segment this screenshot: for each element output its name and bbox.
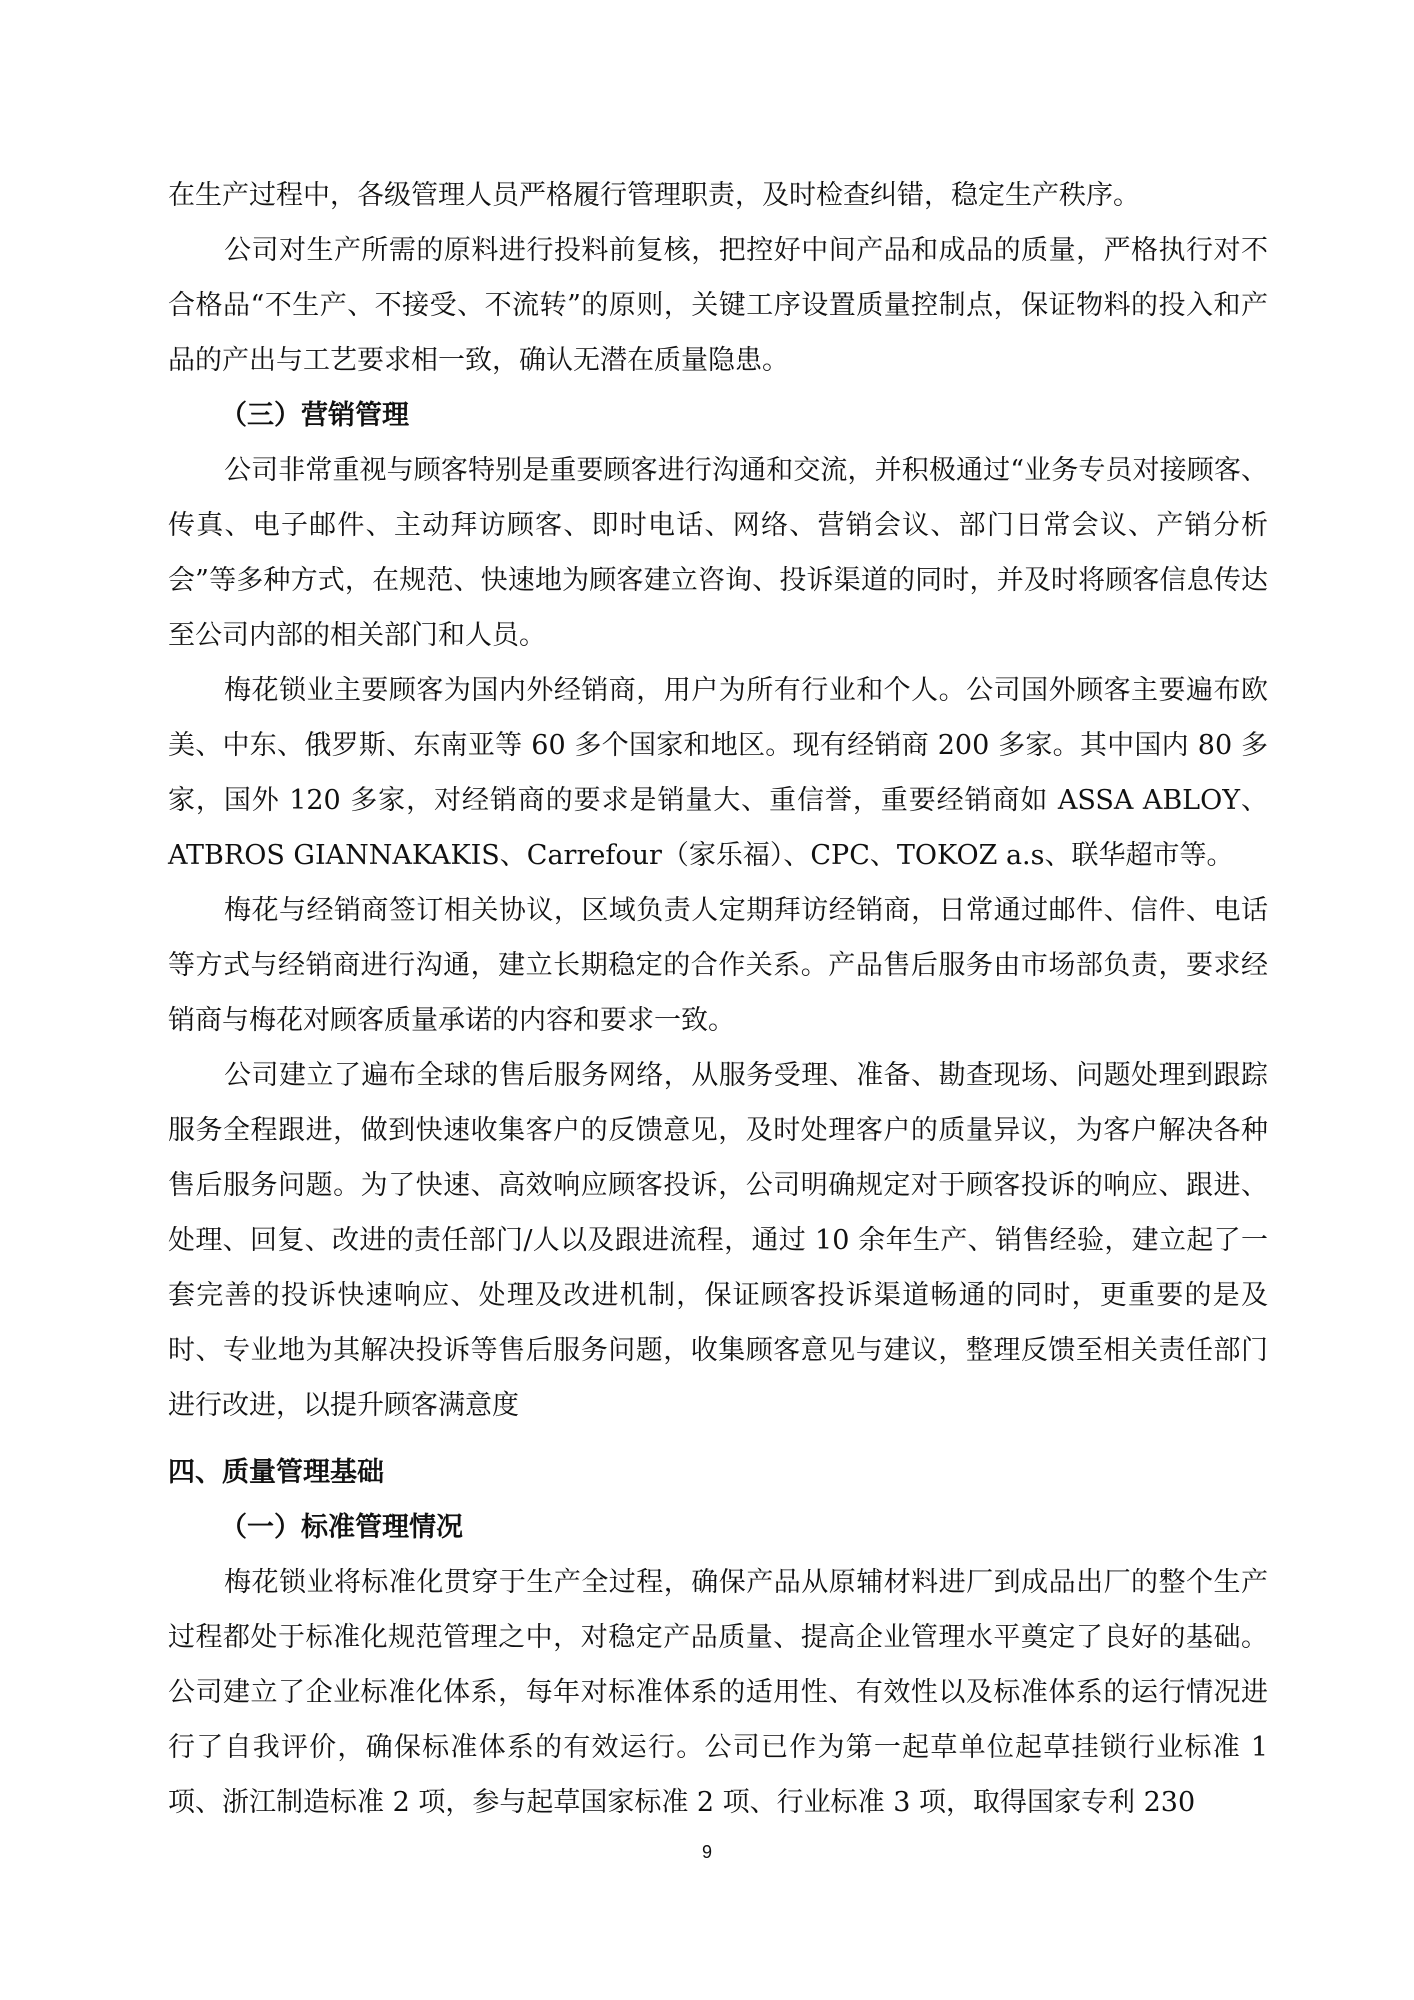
paragraph-customer-communication: 公司非常重视与顾客特别是重要顾客进行沟通和交流，并积极通过“业务专员对接顾客、传真、电子邮件、主动拜访顾客、即时电话、网络、营销会议、部门日常会议、产销分析会”等多种方式，在规范、快速地为顾客建立咨询、投诉渠道的同时，并及时将顾客信息传达至公司内部的相关部门和人员。 <box>168 455 1268 651</box>
paragraph-dealer-agreement: 梅花与经销商签订相关协议，区域负责人定期拜访经销商，日常通过邮件、信件、电话等方式与经销商进行沟通，建立长期稳定的合作关系。产品售后服务由市场部负责，要求经销商与梅花对顾客质量承诺的内容和要求一致。 <box>168 895 1268 1036</box>
document-body <box>168 168 1268 1830</box>
paragraph-standardization: 梅花锁业将标准化贯穿于生产全过程，确保产品从原辅材料进厂到成品出厂的整个生产过程都处于标准化规范管理之中，对稳定产品质量、提高企业管理水平奠定了良好的基础。公司建立了企业标准化体系，每年对标准体系的适用性、有效性以及标准体系的运行情况进行了自我评价，确保标准体系的有效运行。公司已作为第一起草单位起草挂锁行业标准 1 项、浙江制造标准 2 项，参与起草国家标准 2 项、行业标准 3 项，取得国家专利 230 <box>168 1567 1268 1818</box>
paragraph-after-sales-network: 公司建立了遍布全球的售后服务网络，从服务受理、准备、勘查现场、问题处理到跟踪服务全程跟进，做到快速收集客户的反馈意见，及时处理客户的质量异议，为客户解决各种售后服务问题。为了快速、高效响应顾客投诉，公司明确规定对于顾客投诉的响应、跟进、处理、回复、改进的责任部门/人以及跟进流程，通过 10 余年生产、销售经验，建立起了一套完善的投诉快速响应、处理及改进机制，保证顾客投诉渠道畅通的同时，更重要的是及时、专业地为其解决投诉等售后服务问题，收集顾客意见与建议，整理反馈至相关责任部门进行改进，以提升顾客满意度 <box>168 1060 1268 1421</box>
page-number: 9 <box>701 1842 712 1862</box>
paragraph-material-check: 公司对生产所需的原料进行投料前复核，把控好中间产品和成品的质量，严格执行对不合格品“不生产、不接受、不流转”的原则，关键工序设置质量控制点，保证物料的投入和产品的产出与工艺要求相一致，确认无潜在质量隐患。 <box>168 235 1268 376</box>
heading-marketing-management: （三）营销管理 <box>220 400 409 431</box>
heading-quality-foundation: 四、质量管理基础 <box>168 1457 384 1488</box>
paragraph-production-order: 在生产过程中，各级管理人员严格履行管理职责，及时检查纠错，稳定生产秩序。 <box>168 180 1140 211</box>
heading-standard-management: （一）标准管理情况 <box>220 1512 463 1543</box>
paragraph-main-customers: 梅花锁业主要顾客为国内外经销商，用户为所有行业和个人。公司国外顾客主要遍布欧美、中东、俄罗斯、东南亚等 60 多个国家和地区。现有经销商 200 多家。其中国内 80 多家，国外 120 多家，对经销商的要求是销量大、重信誉，重要经销商如 ASSA ABLOY、ATBROS GIANNAKAKIS、Carrefour（家乐福）、CPC、TOKOZ a.s、联华超市等。 <box>168 675 1268 871</box>
